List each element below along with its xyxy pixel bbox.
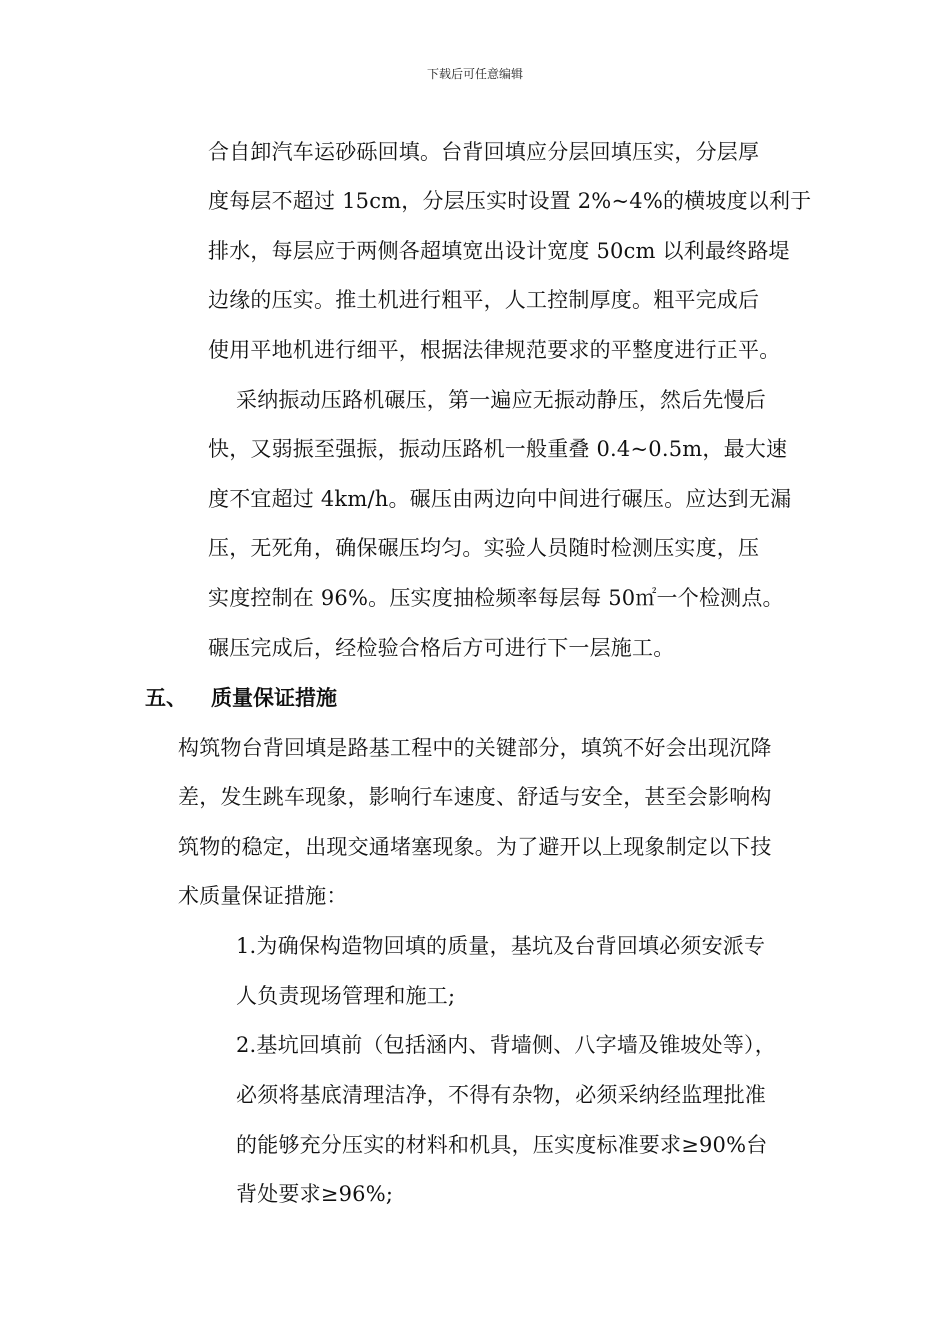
paragraph-line: 差，发生跳车现象，影响行车速度、舒适与安全，甚至会影响构 (178, 785, 772, 809)
list-item-line: 1.为确保构造物回填的质量，基坑及台背回填必须安派专 (236, 934, 766, 958)
paragraph-line: 排水，每层应于两侧各超填宽出设计宽度 50cm 以利最终路堤 (208, 239, 790, 263)
section-heading (145, 684, 337, 712)
paragraph-line: 构筑物台背回填是路基工程中的关键部分，填筑不好会出现沉降 (178, 736, 772, 760)
paragraph-line: 术质量保证措施： (178, 884, 348, 908)
paragraph-line: 碾压完成后，经检验合格后方可进行下一层施工。 (208, 636, 675, 660)
paragraph-line: 筑物的稳定，出现交通堵塞现象。为了避开以上现象制定以下技 (178, 835, 772, 859)
list-item-line: 的能够充分压实的材料和机具，压实度标准要求≥90%台 (236, 1133, 768, 1157)
section-title: 质量保证措施 (211, 686, 337, 710)
list-item-line: 2.基坑回填前（包括涵内、背墙侧、八字墙及锥坡处等）， (236, 1033, 776, 1057)
list-item-line: 背处要求≥96%; (236, 1182, 394, 1206)
page-header: 下载后可任意编辑 (426, 67, 523, 81)
paragraph-line: 使用平地机进行细平，根据法律规范要求的平整度进行正平。 (208, 338, 781, 362)
list-item-line: 必须将基底清理洁净，不得有杂物，必须采纳经监理批准 (236, 1083, 766, 1107)
list-item-line: 人负责现场管理和施工; (236, 984, 456, 1008)
paragraph-line: 边缘的压实。推土机进行粗平，人工控制厚度。粗平完成后 (208, 288, 760, 312)
paragraph-line: 实度控制在 96%。压实度抽检频率每层每 50㎡一个检测点。 (208, 586, 784, 610)
section-number: 五、 (145, 686, 187, 710)
paragraph-line: 快，又弱振至强振，振动压路机一般重叠 0.4~0.5m，最大速 (208, 437, 788, 461)
paragraph-line: 合自卸汽车运砂砾回填。台背回填应分层回填压实，分层厚 (208, 140, 760, 164)
paragraph-line: 度不宜超过 4km/h。碾压由两边向中间进行碾压。应达到无漏 (208, 487, 792, 511)
paragraph-line: 压，无死角，确保碾压均匀。实验人员随时检测压实度，压 (208, 536, 760, 560)
paragraph-line: 度每层不超过 15cm，分层压实时设置 2%~4%的横坡度以利于 (208, 189, 812, 213)
paragraph-line: 采纳振动压路机碾压，第一遍应无振动静压，然后先慢后 (236, 388, 766, 412)
